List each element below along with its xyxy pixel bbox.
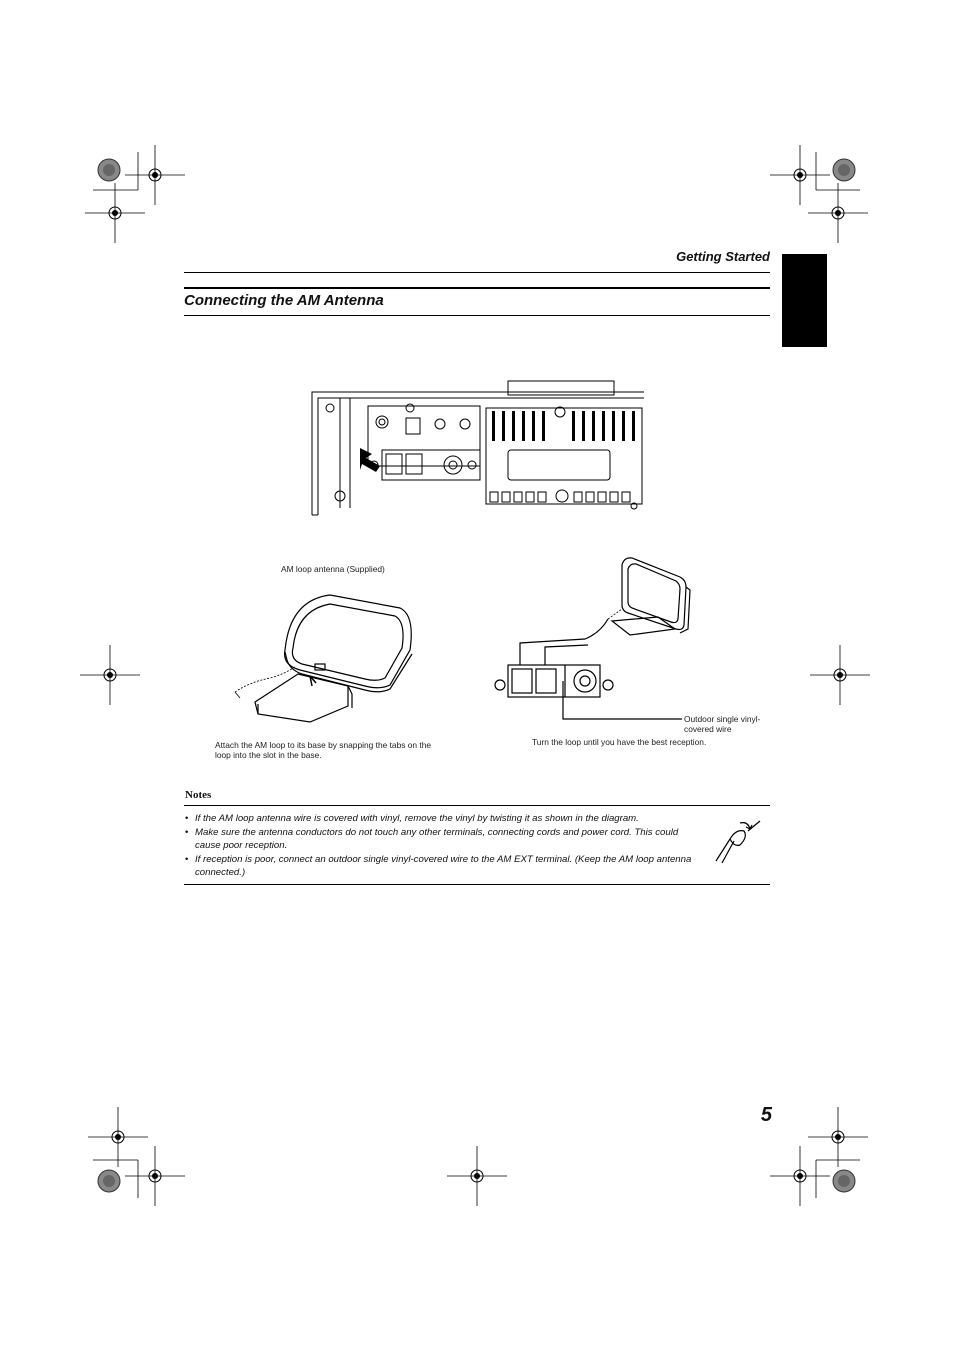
color-target-icon [833, 1170, 855, 1192]
title-rule-bottom [184, 315, 770, 316]
side-tab [782, 254, 827, 347]
registration-mark-icon [88, 1107, 148, 1167]
wire-twist-icon [710, 817, 770, 867]
registration-mark-icon [808, 183, 868, 243]
loop-antenna-label: AM loop antenna (Supplied) [281, 564, 385, 574]
loop-antenna-diagram [230, 590, 430, 730]
notes-rule-top [184, 805, 770, 806]
list-item: • If the AM loop antenna wire is covered with vinyl, remove the vinyl by twisting it as shown in the diagram. [185, 812, 705, 826]
registration-mark-icon [447, 1146, 507, 1206]
arrow-icon [360, 448, 380, 472]
header-rule [184, 272, 770, 273]
registration-mark-icon [770, 1146, 830, 1206]
attach-caption: Attach the AM loop to its base by snapping the tabs on the loop into the slot in the base. [215, 740, 432, 760]
registration-mark-icon [80, 645, 140, 705]
list-item: • If reception is poor, connect an outdoor single vinyl-covered wire to the AM EXT terminal. (Keep the AM loop antenna connected.) [185, 853, 705, 880]
color-target-icon [98, 1170, 120, 1192]
registration-mark-icon [770, 145, 830, 205]
registration-mark-icon [808, 1107, 868, 1167]
registration-mark-icon [85, 183, 145, 243]
antenna-connection-diagram [490, 555, 720, 725]
notes-list [185, 812, 705, 880]
title-rule-top [184, 287, 770, 289]
color-target-icon [833, 159, 855, 181]
list-item: • Make sure the antenna conductors do not touch any other terminals, connecting cords and power cord. This could cause poor reception. [185, 826, 705, 853]
color-target-icon [98, 159, 120, 181]
notes-rule-bottom [184, 884, 770, 885]
page-title: Connecting the AM Antenna [184, 292, 384, 309]
page-number: 5 [760, 1104, 772, 1126]
registration-mark-icon [810, 645, 870, 705]
turn-caption: Turn the loop until you have the best reception. [532, 737, 707, 747]
registration-mark-icon [125, 1146, 185, 1206]
registration-mark-icon [125, 145, 185, 205]
section-header: Getting Started [676, 249, 770, 264]
rear-panel-diagram [310, 378, 650, 518]
notes-heading: Notes [185, 789, 212, 801]
outdoor-wire-label: Outdoor single vinyl-covered wire [684, 714, 761, 734]
